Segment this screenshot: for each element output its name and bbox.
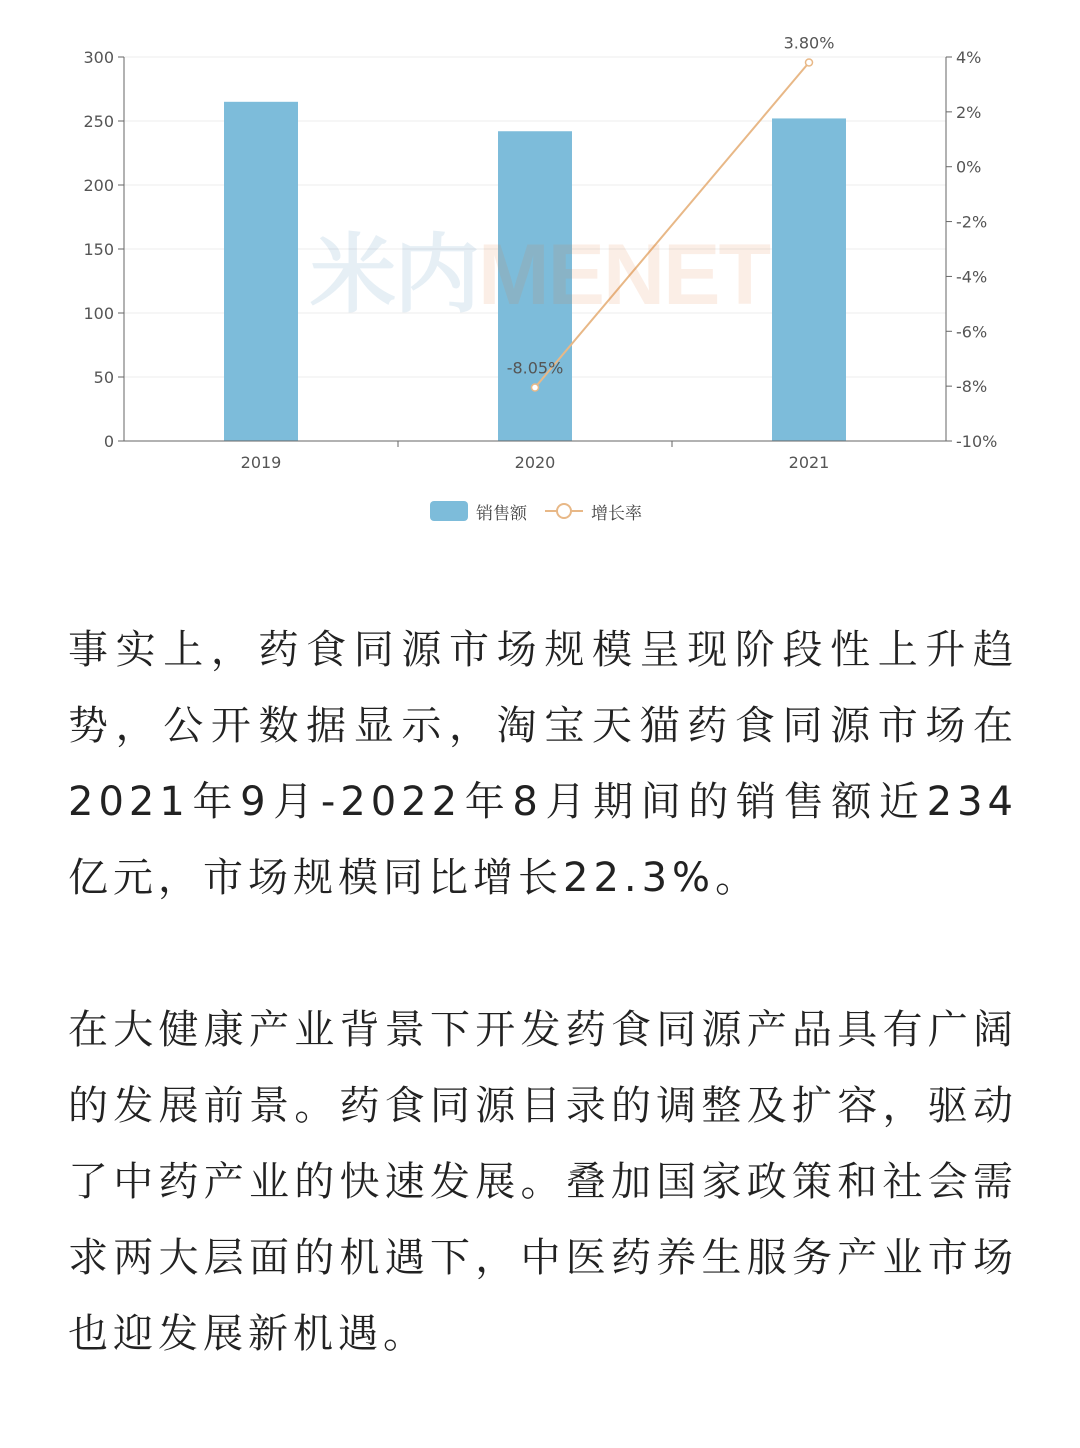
chart-legend xyxy=(430,496,642,526)
left-axis-tick-label: 50 xyxy=(93,368,114,387)
watermark-part-a: 米内 xyxy=(310,227,478,323)
growth-point xyxy=(532,384,539,391)
watermark-part-b: MENET xyxy=(478,227,769,323)
left-axis-tick-label: 250 xyxy=(83,112,114,131)
right-axis-tick-label: -2% xyxy=(956,212,988,232)
right-axis-tick-label: -8% xyxy=(956,377,988,397)
left-axis-tick-label: 300 xyxy=(83,48,114,67)
legend-label-sales: 销售额 xyxy=(476,503,527,524)
right-axis-tick-label: 0% xyxy=(956,157,982,177)
x-axis-tick-label: 2021 xyxy=(788,453,830,472)
left-axis-tick-label: 200 xyxy=(83,176,114,195)
right-axis-tick-label: -6% xyxy=(956,322,988,342)
x-axis-tick-label: 2020 xyxy=(514,453,556,472)
right-axis-tick-label: -10% xyxy=(956,432,998,451)
bar xyxy=(772,118,846,441)
legend-line-marker xyxy=(556,503,572,519)
bar xyxy=(224,102,298,441)
article-paragraph-1: 事实上，药食同源市场规模呈现阶段性上升趋势，公开数据显示，淘宝天猫药食同源市场在2021年9月-2022年8月期间的销售额近234亿元，市场规模同比增长22.3%。 xyxy=(68,627,1018,901)
legend-bar-swatch xyxy=(430,501,468,521)
legend-line-swatch xyxy=(545,501,583,521)
right-axis-tick-label: 2% xyxy=(956,102,982,122)
growth-data-label: 3.80% xyxy=(783,33,835,53)
right-axis-tick-label: 4% xyxy=(956,48,982,67)
left-axis-tick-label: 0 xyxy=(103,432,114,451)
article-paragraph-2: 在大健康产业背景下开发药食同源产品具有广阔的发展前景。药食同源目录的调整及扩容，驱动了中药产业的快速发展。叠加国家政策和社会需求两大层面的机遇下，中医药养生服务产业市场也迎发展新机遇。 xyxy=(68,1007,1018,1357)
left-axis-tick-label: 100 xyxy=(83,304,114,323)
right-axis-tick-label: -4% xyxy=(956,267,988,287)
growth-point xyxy=(806,59,813,66)
menet-watermark xyxy=(310,205,769,329)
legend-label-growth: 增长率 xyxy=(591,503,642,524)
x-axis-tick-label: 2019 xyxy=(240,453,282,472)
article-body xyxy=(68,612,1018,1448)
left-axis-tick-label: 150 xyxy=(83,240,114,259)
growth-data-label: -8.05% xyxy=(506,358,564,378)
